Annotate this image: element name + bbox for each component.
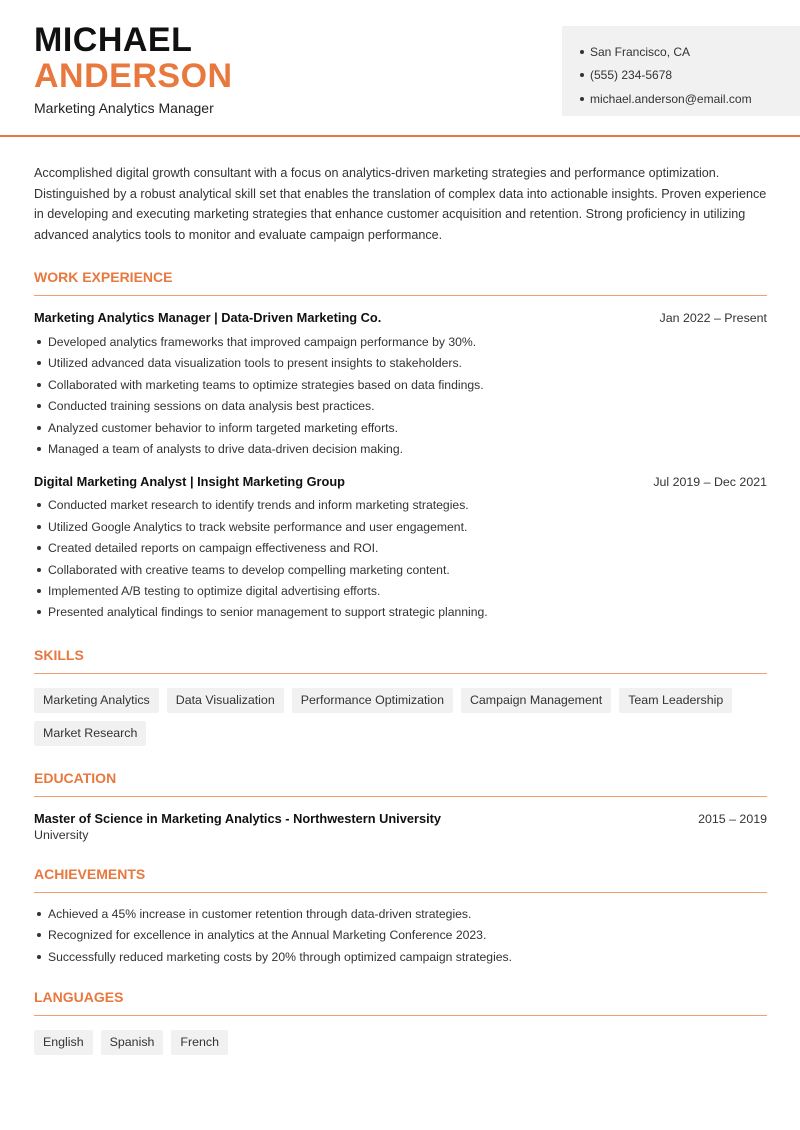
job-dates: Jul 2019 – Dec 2021 (653, 474, 767, 489)
bullet-icon (37, 546, 41, 550)
bullet-icon (37, 361, 41, 365)
skill-tag: Marketing Analytics (34, 688, 159, 713)
list-item: Achieved a 45% increase in customer retention through data-driven strategies. (34, 903, 767, 924)
skill-tag: Campaign Management (461, 688, 611, 713)
section-title-achievements: ACHIEVEMENTS (34, 866, 767, 893)
last-name: ANDERSON (34, 57, 233, 95)
section-title-skills: SKILLS (34, 647, 767, 674)
bullet-icon (37, 404, 41, 408)
list-item: Collaborated with creative teams to develop compelling marketing content. (34, 559, 767, 580)
contact-location (580, 40, 800, 64)
bullet-icon (580, 97, 584, 101)
achievements-section (34, 866, 767, 967)
list-item: Collaborated with marketing teams to optimize strategies based on data findings. (34, 374, 767, 395)
work-section (34, 269, 767, 623)
resume-body (34, 163, 767, 1055)
list-item: Conducted market research to identify trends and inform marketing strategies. (34, 495, 767, 516)
first-name: MICHAEL (34, 21, 193, 59)
skills-section (34, 647, 767, 746)
language-tag: English (34, 1030, 93, 1055)
education-section (34, 770, 767, 842)
job-title: Marketing Analytics Manager (34, 100, 214, 116)
bullet-icon (37, 568, 41, 572)
bullet-icon (37, 912, 41, 916)
section-title-education: EDUCATION (34, 770, 767, 797)
job-entry (34, 310, 767, 459)
bullet-icon (580, 73, 584, 77)
list-item: Implemented A/B testing to optimize digital advertising efforts. (34, 580, 767, 601)
education-dates: 2015 – 2019 (698, 812, 767, 827)
bullet-icon (37, 955, 41, 959)
list-item: Successfully reduced marketing costs by 20% through optimized campaign strategies. (34, 946, 767, 967)
summary: Accomplished digital growth consultant with a focus on analytics-driven marketing strategies and performance optimization. Distinguished by a robust analytical skill set that enables the translation of complex data into actionable insights. Proven experience in developing and executing marketing strategies that enhance customer acquisition and retention. Strong proficiency in utilizing advanced analytics tools to monitor and evaluate campaign performance. (34, 166, 767, 242)
list-item: Managed a team of analysts to drive data-driven decision making. (34, 438, 767, 459)
contact-phone (580, 64, 800, 88)
section-title-languages: LANGUAGES (34, 989, 767, 1016)
skill-tag: Market Research (34, 721, 146, 746)
section-title-work: WORK EXPERIENCE (34, 269, 767, 296)
language-tag: French (171, 1030, 228, 1055)
bullet-icon (37, 447, 41, 451)
skills-tags (34, 688, 767, 746)
job-bullets (34, 495, 767, 623)
list-item: Recognized for excellence in analytics at the Annual Marketing Conference 2023. (34, 924, 767, 945)
list-item: Utilized Google Analytics to track website performance and user engagement. (34, 516, 767, 537)
contact-phone-text: (555) 234-5678 (590, 68, 673, 83)
job-entry (34, 474, 767, 623)
bullet-icon (37, 503, 41, 507)
language-tag: Spanish (101, 1030, 164, 1055)
skill-tag: Data Visualization (167, 688, 284, 713)
list-item: Conducted training sessions on data analysis best practices. (34, 396, 767, 417)
list-item: Analyzed customer behavior to inform targeted marketing efforts. (34, 417, 767, 438)
bullet-icon (37, 383, 41, 387)
education-sub: University (34, 828, 89, 843)
achievement-bullets (34, 903, 767, 967)
list-item: Presented analytical findings to senior management to support strategic planning. (34, 602, 767, 623)
job-bullets (34, 331, 767, 459)
bullet-icon (37, 610, 41, 614)
contact-email-text: michael.anderson@email.com (590, 91, 752, 106)
languages-section (34, 989, 767, 1055)
skill-tag: Team Leadership (619, 688, 732, 713)
language-tags (34, 1030, 767, 1055)
list-item: Created detailed reports on campaign effectiveness and ROI. (34, 538, 767, 559)
job-dates: Jan 2022 – Present (659, 311, 767, 326)
resume-header (0, 0, 800, 137)
bullet-icon (37, 525, 41, 529)
list-item: Utilized advanced data visualization tools to present insights to stakeholders. (34, 353, 767, 374)
list-item: Developed analytics frameworks that improved campaign performance by 30%. (34, 331, 767, 352)
bullet-icon (37, 933, 41, 937)
bullet-icon (37, 426, 41, 430)
job-heading: Marketing Analytics Manager | Data-Driven Marketing Co. (34, 310, 382, 326)
skill-tag: Performance Optimization (292, 688, 453, 713)
bullet-icon (580, 50, 584, 54)
name-block (34, 22, 233, 94)
contact-location-text: San Francisco, CA (590, 44, 691, 59)
bullet-icon (37, 340, 41, 344)
bullet-icon (37, 589, 41, 593)
contact-email (580, 87, 800, 111)
contact-box (562, 26, 800, 116)
degree-heading: Master of Science in Marketing Analytics - Northwestern University (34, 811, 442, 827)
job-heading: Digital Marketing Analyst | Insight Marketing Group (34, 473, 345, 489)
